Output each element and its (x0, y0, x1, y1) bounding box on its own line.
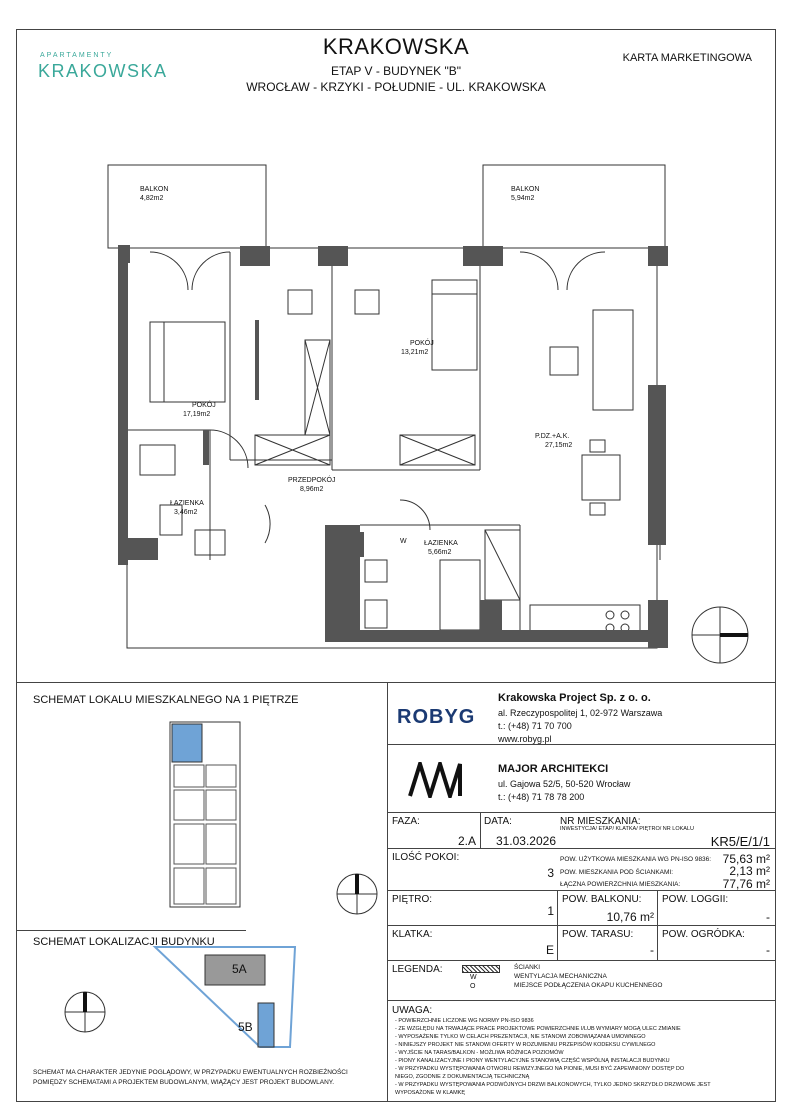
legend-o-symbol: O (470, 983, 476, 990)
balkon1-area: 4,82m2 (140, 195, 164, 202)
building-5b-label: 5B (238, 1020, 253, 1034)
balkon2-area: 5,94m2 (511, 195, 535, 202)
taras-value: - (650, 943, 654, 957)
architect-phone: t.: (+48) 71 78 78 200 (498, 792, 585, 802)
architect-address: ul. Gajowa 52/5, 50-520 Wrocław (498, 779, 631, 789)
divider-v2 (557, 890, 558, 960)
wall-hatch-icon (462, 965, 500, 973)
divider-left (16, 930, 246, 931)
note-line: - POWIERZCHNIE LICZONE WG NORMY PN-ISO 9836 (395, 1018, 534, 1024)
building-location-map (150, 945, 300, 1050)
note-line: - PIONY KANALIZACYJNE I PIONY WENTYLACYJNE STANOWIĄ CZĘŚĆ WSPÓLNĄ INSTALACJI BUDYNKU (395, 1058, 670, 1064)
logo-main-text: KRAKOWSKA (38, 61, 168, 81)
developer-web[interactable]: www.robyg.pl (498, 734, 552, 744)
note-line: - W PRZYPADKU WYSTĘPOWANIA OTWORU REWIZYJNEGO NA PIONIE, MUSI BYĆ ZAPEWNIONY DOSTĘP DO (395, 1066, 685, 1072)
floor-plan (100, 160, 670, 660)
przedpokoj-area: 8,96m2 (300, 486, 324, 493)
klatka-value: E (545, 943, 554, 957)
pietro-label: PIĘTRO: (392, 894, 433, 905)
faza-value: 2.A (457, 834, 476, 848)
schemat-budynku-title: SCHEMAT LOKALIZACJI BUDYNKU (33, 936, 215, 948)
pietro-value: 1 (547, 904, 554, 918)
major-architekci-logo (408, 762, 464, 798)
divider-v3 (657, 890, 658, 960)
pokoje-label: ILOŚĆ POKOI: (392, 852, 460, 863)
pow-uzytkowa-value: 75,63 m² (722, 852, 770, 866)
przedpokoj-name: PRZEDPOKÓJ (288, 477, 336, 484)
note-line: NIEGO, ZGODNIE Z DOKUMENTACJĄ TECHNICZNĄ (395, 1074, 530, 1080)
lazienka1-name: ŁAZIENKA (170, 500, 204, 507)
note-line: WYPOSAŻONE W KLAMKĘ (395, 1090, 465, 1096)
pow-laczna-label: ŁĄCZNA POWIERZCHNIA MIESZKANIA: (560, 881, 681, 888)
ogrodek-value: - (766, 943, 770, 957)
pow-pod-value: 2,13 m² (729, 864, 770, 878)
developer-address: al. Rzeczypospolitej 1, 02-972 Warszawa (498, 708, 663, 718)
pow-pod-label: POW. MIESZKANIA POD ŚCIANKAMI: (560, 869, 674, 876)
data-label: DATA: (484, 816, 512, 827)
note-line: - ZE WZGLĘDU NA TRWAJĄCE PRACE PROJEKTOWE POWIERZCHNIE I/LUB WYMIARY MOGĄ ULEC ZMIANIE (395, 1026, 681, 1032)
architect-name: MAJOR ARCHITEKCI (498, 763, 609, 775)
divider-r2 (387, 812, 776, 813)
compass-icon (690, 605, 750, 665)
divider-r7 (387, 1000, 776, 1001)
legend-item-walls: ŚCIANKI (514, 964, 541, 971)
divider-vertical (387, 682, 388, 1102)
balkon1-name: BALKON (140, 186, 169, 193)
note-line: - WYJŚCIE NA TARAS/BALKON - MOŻLIWA RÓŻNICA POZIOMÓW (395, 1050, 564, 1056)
taras-label: POW. TARASU: (562, 929, 634, 940)
legend-item-ventilation: WENTYLACJA MECHANICZNA (514, 973, 607, 980)
disclaimer-text: SCHEMAT MA CHARAKTER JEDYNIE POGLĄDOWY, W PRZYPADKU EWENTUALNYCH ROZBIEŻNOŚCI POMIĘDZY SCHEMATAMI A PROJEKTEM BUDOWLANYM, WIĄŻĄCY JEST PROJEKT BUDOWLANY. (33, 1069, 348, 1086)
uwaga-label: UWAGA: (392, 1005, 433, 1016)
floor-schematic (160, 720, 245, 910)
ventilation-mark: W (400, 538, 407, 545)
robyg-logo: ROBYG (397, 706, 476, 728)
divider-v1 (480, 812, 481, 848)
pow-laczna-value: 77,76 m² (722, 877, 770, 891)
pdz-area: 27,15m2 (545, 442, 573, 449)
pokoj2-area: 13,21m2 (401, 349, 429, 356)
compass-location-icon (63, 990, 107, 1034)
nr-sublabel: INWESTYCJA/ ETAP/ KLATKA/ PIĘTRO/ NR LOKALU (560, 826, 694, 832)
nr-label: NR MIESZKANIA: (560, 816, 641, 827)
developer-phone: t.: (+48) 71 70 700 (498, 721, 572, 731)
building-5a-label: 5A (232, 962, 247, 976)
loggia-label: POW. LOGGII: (662, 894, 729, 905)
note-line: - WYPOSAŻENIE TYLKO W CELACH PREZENTACJI, NIE STANOWI ZOBOWIĄZANIA UMOWNEGO (395, 1034, 646, 1040)
lazienka1-area: 3,46m2 (174, 509, 198, 516)
note-line: - NINIEJSZY PROJEKT NIE STANOWI OFERTY W ROZUMIENIU PRZEPISÓW KODEKSU CYWILNEGO (395, 1042, 656, 1048)
legend-w-symbol: W (470, 974, 477, 981)
pdz-name: P.DZ.+A.K. (535, 433, 570, 440)
location-line: WROCŁAW - KRZYKI - POŁUDNIE - UL. KRAKOWSKA (246, 80, 546, 94)
balkon-value: 10,76 m² (606, 910, 654, 924)
loggia-value: - (766, 910, 770, 924)
developer-name: Krakowska Project Sp. z o. o. (498, 692, 651, 704)
schemat-lokalu-title: SCHEMAT LOKALU MIESZKALNEGO NA 1 PIĘTRZE (33, 694, 299, 706)
balkon2-name: BALKON (511, 186, 540, 193)
klatka-label: KLATKA: (392, 929, 433, 940)
divider-r1 (387, 744, 776, 745)
pokoj2-name: POKÓJ (410, 340, 434, 347)
lazienka2-area: 5,66m2 (428, 549, 452, 556)
legenda-label: LEGENDA: (392, 964, 443, 975)
data-value: 31.03.2026 (495, 834, 556, 848)
nr-value: KR5/E/1/1 (710, 834, 770, 849)
divider-main (16, 682, 776, 683)
faza-label: FAZA: (392, 816, 420, 827)
legend-item-hood: MIEJSCE PODŁĄCZENIA OKAPU KUCHENNEGO (514, 982, 663, 989)
ogrodek-label: POW. OGRÓDKA: (662, 929, 745, 940)
divider-r6 (387, 960, 776, 961)
pow-uzytkowa-label: POW. UŻYTKOWA MIESZKANIA WG PN-ISO 9836: (560, 856, 712, 863)
lazienka2-name: ŁAZIENKA (424, 540, 458, 547)
pokoj1-name: POKÓJ (192, 402, 216, 409)
pokoje-value: 3 (547, 866, 554, 880)
compass-small-icon (335, 872, 379, 916)
project-title: KRAKOWSKA (322, 34, 470, 59)
balkon-label: POW. BALKONU: (562, 894, 642, 905)
stage-line: ETAP V - BUDYNEK "B" (330, 64, 462, 78)
logo-small-text: APARTAMENTY (40, 52, 114, 59)
divider-r5 (387, 925, 776, 926)
note-line: - W PRZYPADKU WYSTĘPOWANIA PODWÓJNYCH DRZWI BALKONOWYCH, TYLKO JEDNO SKRZYDŁO DRZWIOWE JEST (395, 1082, 711, 1088)
pokoj1-area: 17,19m2 (183, 411, 211, 418)
karta-label: KARTA MARKETINGOWA (622, 52, 752, 64)
